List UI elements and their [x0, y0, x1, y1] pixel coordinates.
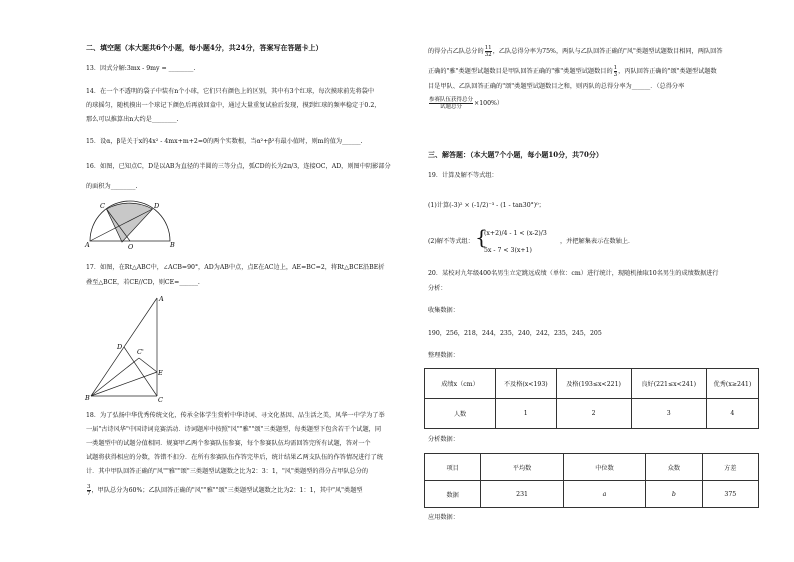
label-A: A [85, 241, 90, 249]
table-cell: 2 [556, 399, 631, 429]
inequality-2: 5x - 7 < 3(x+1) [484, 247, 532, 254]
q18-continued-line3: 目是甲队、乙队回答正确的"颂"类题型试题数目之和，则丙队的总得分率为______．（总得分率 [428, 83, 685, 90]
table-header-cell: 良好(221≤x<241) [631, 369, 706, 399]
table-cell: 375 [702, 481, 758, 508]
fraction-3-7: $\frac{3}{7}$ [87, 484, 91, 497]
inequality-1: (x+2)/4 - 1 < (x-2)/3 [484, 230, 547, 237]
figure-16-semicircle [84, 198, 184, 250]
question-18-line3: 一类题型中的试题分值相同．规赛甲乙两个参赛队伍参赛，每个参赛队伍均需回答完所有试题，答对一个 [86, 440, 371, 447]
question-18-line4: 试题将获得相应的分数，答错不扣分．在所有参赛队伍作答完毕后，统计结果乙两支队伍的作答情况进行了统 [86, 454, 383, 461]
table-header-cell: 成绩x（cm） [425, 369, 496, 399]
table-header-cell: 项目 [425, 454, 481, 481]
table-header-cell: 平均数 [481, 454, 563, 481]
frequency-table [424, 368, 759, 429]
table-cell: 数据 [425, 481, 481, 508]
q18-continued-line1: 的得分占乙队总分的 $\frac{11}{32}$ ，乙队总得分率为75%，两队与乙队回答正确的"风"类题型试题数目相同，两队回答 [428, 45, 723, 58]
collected-values: 190，256，218，244，235，240，242，235，245，205 [428, 330, 602, 337]
question-17-line2: 叠至△BCE，若CE//CD，则CE=______. [86, 279, 200, 286]
analyze-label: 分析数据： [428, 436, 459, 443]
statistics-table [424, 453, 759, 508]
question-18-line6: $\frac{3}{7}$ ，甲队总分为60%；乙队回答正确的"风""雅""颂"三类题型试题数之比为2：1：1，其中"风"类题型 [87, 484, 363, 497]
section2-header: 二、填空题（本大题共6个小题，每小题4分，共24分，答案写在答题卡上） [86, 43, 323, 52]
table-cell: 231 [481, 481, 563, 508]
shaded-region [107, 203, 153, 242]
label-D17: D [117, 343, 123, 351]
q18-continued-line2: 正确的"雅"类题型试题数目是甲队回答正确的"雅"类题型试题数目的 $\frac{1}{3}$ ，丙队回答正确的"颂"类题型试题数 [428, 65, 717, 78]
question-18-line1: 18．为了弘扬中华优秀传统文化，传承全体学生赏析中华诗词、寻文化基因、品生活之美，风华一中学为了举 [86, 412, 385, 419]
question-14-line1: 14．在一个不透明的袋子中装有n个小球，它们只有颜色上的区别，其中有3个红球，每次摸球前先将袋中 [86, 88, 375, 95]
table-header-cell: 众数 [646, 454, 702, 481]
table-header-cell: 不及格(x<193) [496, 369, 557, 399]
table-cell: b [646, 481, 702, 508]
question-14-line3: 那么可以推算出n大约是________. [86, 116, 179, 123]
table-header-cell: 方差 [702, 454, 758, 481]
table-cell: a [563, 481, 645, 508]
question-20-line2: 分析： [428, 285, 447, 292]
segment-BC1 [91, 358, 139, 396]
figure-17-triangle [84, 292, 164, 404]
label-A17: A [159, 295, 164, 303]
table-row-label: 人数 [425, 399, 496, 429]
label-C1: C' [137, 348, 144, 356]
table-header-cell: 中位数 [563, 454, 645, 481]
label-C17: C [158, 396, 163, 404]
table-cell: 4 [706, 399, 758, 429]
label-E17: E [158, 369, 163, 377]
collect-label: 收集数据： [428, 307, 459, 314]
question-20-line1: 20．某校对九年级400名男生立定跳远成绩（单位：cm）进行统计，现随机抽取10名男生的成绩数据进行 [428, 270, 719, 277]
section3-header: 三、解答题：（本大题7个小题，每小题10分，共70分） [428, 150, 603, 159]
question-19-part2-tail: ，并把解集表示在数轴上． [560, 238, 635, 245]
fraction-11-32: $\frac{11}{32}$ [484, 45, 492, 58]
question-15: 15．设α，β是关于x的4x² - 4mx+m+2=0的两个实数根，当α²+β²有最小值时，则m的值为______. [86, 138, 363, 145]
organize-label: 整理数据： [428, 352, 459, 359]
segment-C1E [139, 358, 157, 372]
label-C: C [100, 202, 105, 210]
table-header-cell: 优秀(x≥241) [706, 369, 758, 399]
question-14-line2: 的球摇匀，随机摸出一个球记下颜色后再放回盒中，通过大量重复试验后发现，摸到红球的频率稳定于0.2， [86, 102, 381, 109]
apply-label: 应用数据： [428, 514, 459, 521]
fraction-1-3: $\frac{1}{3}$ [613, 65, 618, 78]
brace: { [475, 225, 488, 249]
table-cell: 3 [631, 399, 706, 429]
label-D: D [154, 202, 160, 210]
question-17-line1: 17．如图，在Rt△ABC中，∠ACB=90°，AD为AB中点，点E在AC边上，AE=BC=2，将Rt△BCE沿BE折 [86, 264, 385, 271]
question-19-part1: (1)计算(-3)² × (-1/2)⁻³ - (1 - tan30°)⁰； [428, 202, 545, 209]
question-18-line2: 一届"古诗风华"中国诗词竞赛活动．诗词题库中按照"风""雅""颂"三类题型，每类题型下包含若干个试题，同 [86, 426, 382, 433]
question-16-line1: 16．如图，已知点C，D是以AB为直径的半圆的三等分点，弧CD的长为2π/3，连接OC，AD，则图中阴影部分 [86, 163, 391, 170]
label-B17: B [85, 394, 90, 402]
table-cell: 1 [496, 399, 557, 429]
table-header-cell: 及格(193≤x<221) [556, 369, 631, 399]
question-19: 19．计算及解不等式组： [428, 172, 498, 179]
question-13: 13．因式分解:3mx - 9my = ________. [86, 65, 196, 72]
question-16-line2: 的面积为________. [86, 183, 138, 190]
label-B: B [170, 241, 175, 249]
score-rate-formula: $\frac{\text{参赛队伍获得总分}}{\text{试题总分}}$ ×100%） [429, 97, 504, 110]
label-O: O [128, 243, 134, 250]
segment-BE [91, 372, 157, 396]
question-19-part2-label: (2)解不等式组： [428, 238, 474, 245]
question-18-line5: 计．其中甲队回答正确的"风""雅""颂"三类题型试题数之比为2：3：1，"风"类题型的得分占甲队总分的 [86, 468, 369, 475]
